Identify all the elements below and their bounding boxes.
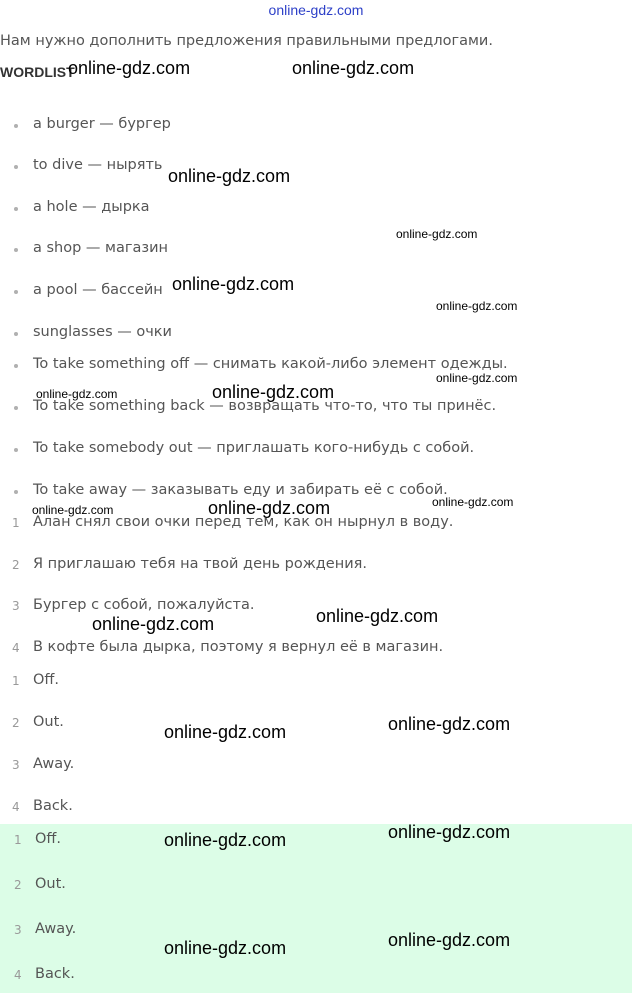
watermark: online-gdz.com (164, 830, 287, 850)
bullet-icon (14, 165, 18, 169)
bullet-icon (14, 364, 18, 368)
watermark: online-gdz.com (388, 822, 511, 842)
watermark: online-gdz.com (436, 299, 518, 313)
watermark: online-gdz.com (388, 930, 511, 950)
watermark: online-gdz.com (432, 495, 514, 509)
watermark: online-gdz.com (68, 58, 191, 78)
watermark: online-gdz.com (316, 606, 439, 626)
watermark: online-gdz.com (36, 387, 118, 401)
watermark: online-gdz.com (164, 722, 287, 742)
highlighted-answers (0, 824, 632, 993)
watermark: online-gdz.com (92, 614, 215, 634)
bullet-icon (14, 332, 18, 336)
watermark: online-gdz.com (168, 166, 291, 186)
bullet-icon (14, 406, 18, 410)
bullet-icon (14, 448, 18, 452)
bullet-icon (14, 290, 18, 294)
watermark: online-gdz.com (32, 503, 114, 517)
watermark: online-gdz.com (396, 227, 478, 241)
watermark: online-gdz.com (388, 714, 511, 734)
bullet-icon (14, 124, 18, 128)
bullet-icon (14, 490, 18, 494)
watermark: online-gdz.com (164, 938, 287, 958)
top-watermark: online-gdz.com (268, 2, 364, 18)
bullet-icon (14, 248, 18, 252)
watermark: online-gdz.com (208, 498, 331, 518)
watermark: online-gdz.com (212, 382, 335, 402)
intro-text: Нам нужно дополнить предложения правильными предлогами. (0, 33, 493, 49)
watermark: online-gdz.com (172, 274, 295, 294)
wordlist-title: WORDLIST (0, 64, 75, 80)
watermark: online-gdz.com (292, 58, 415, 78)
watermark: online-gdz.com (436, 371, 518, 385)
bullet-icon (14, 207, 18, 211)
